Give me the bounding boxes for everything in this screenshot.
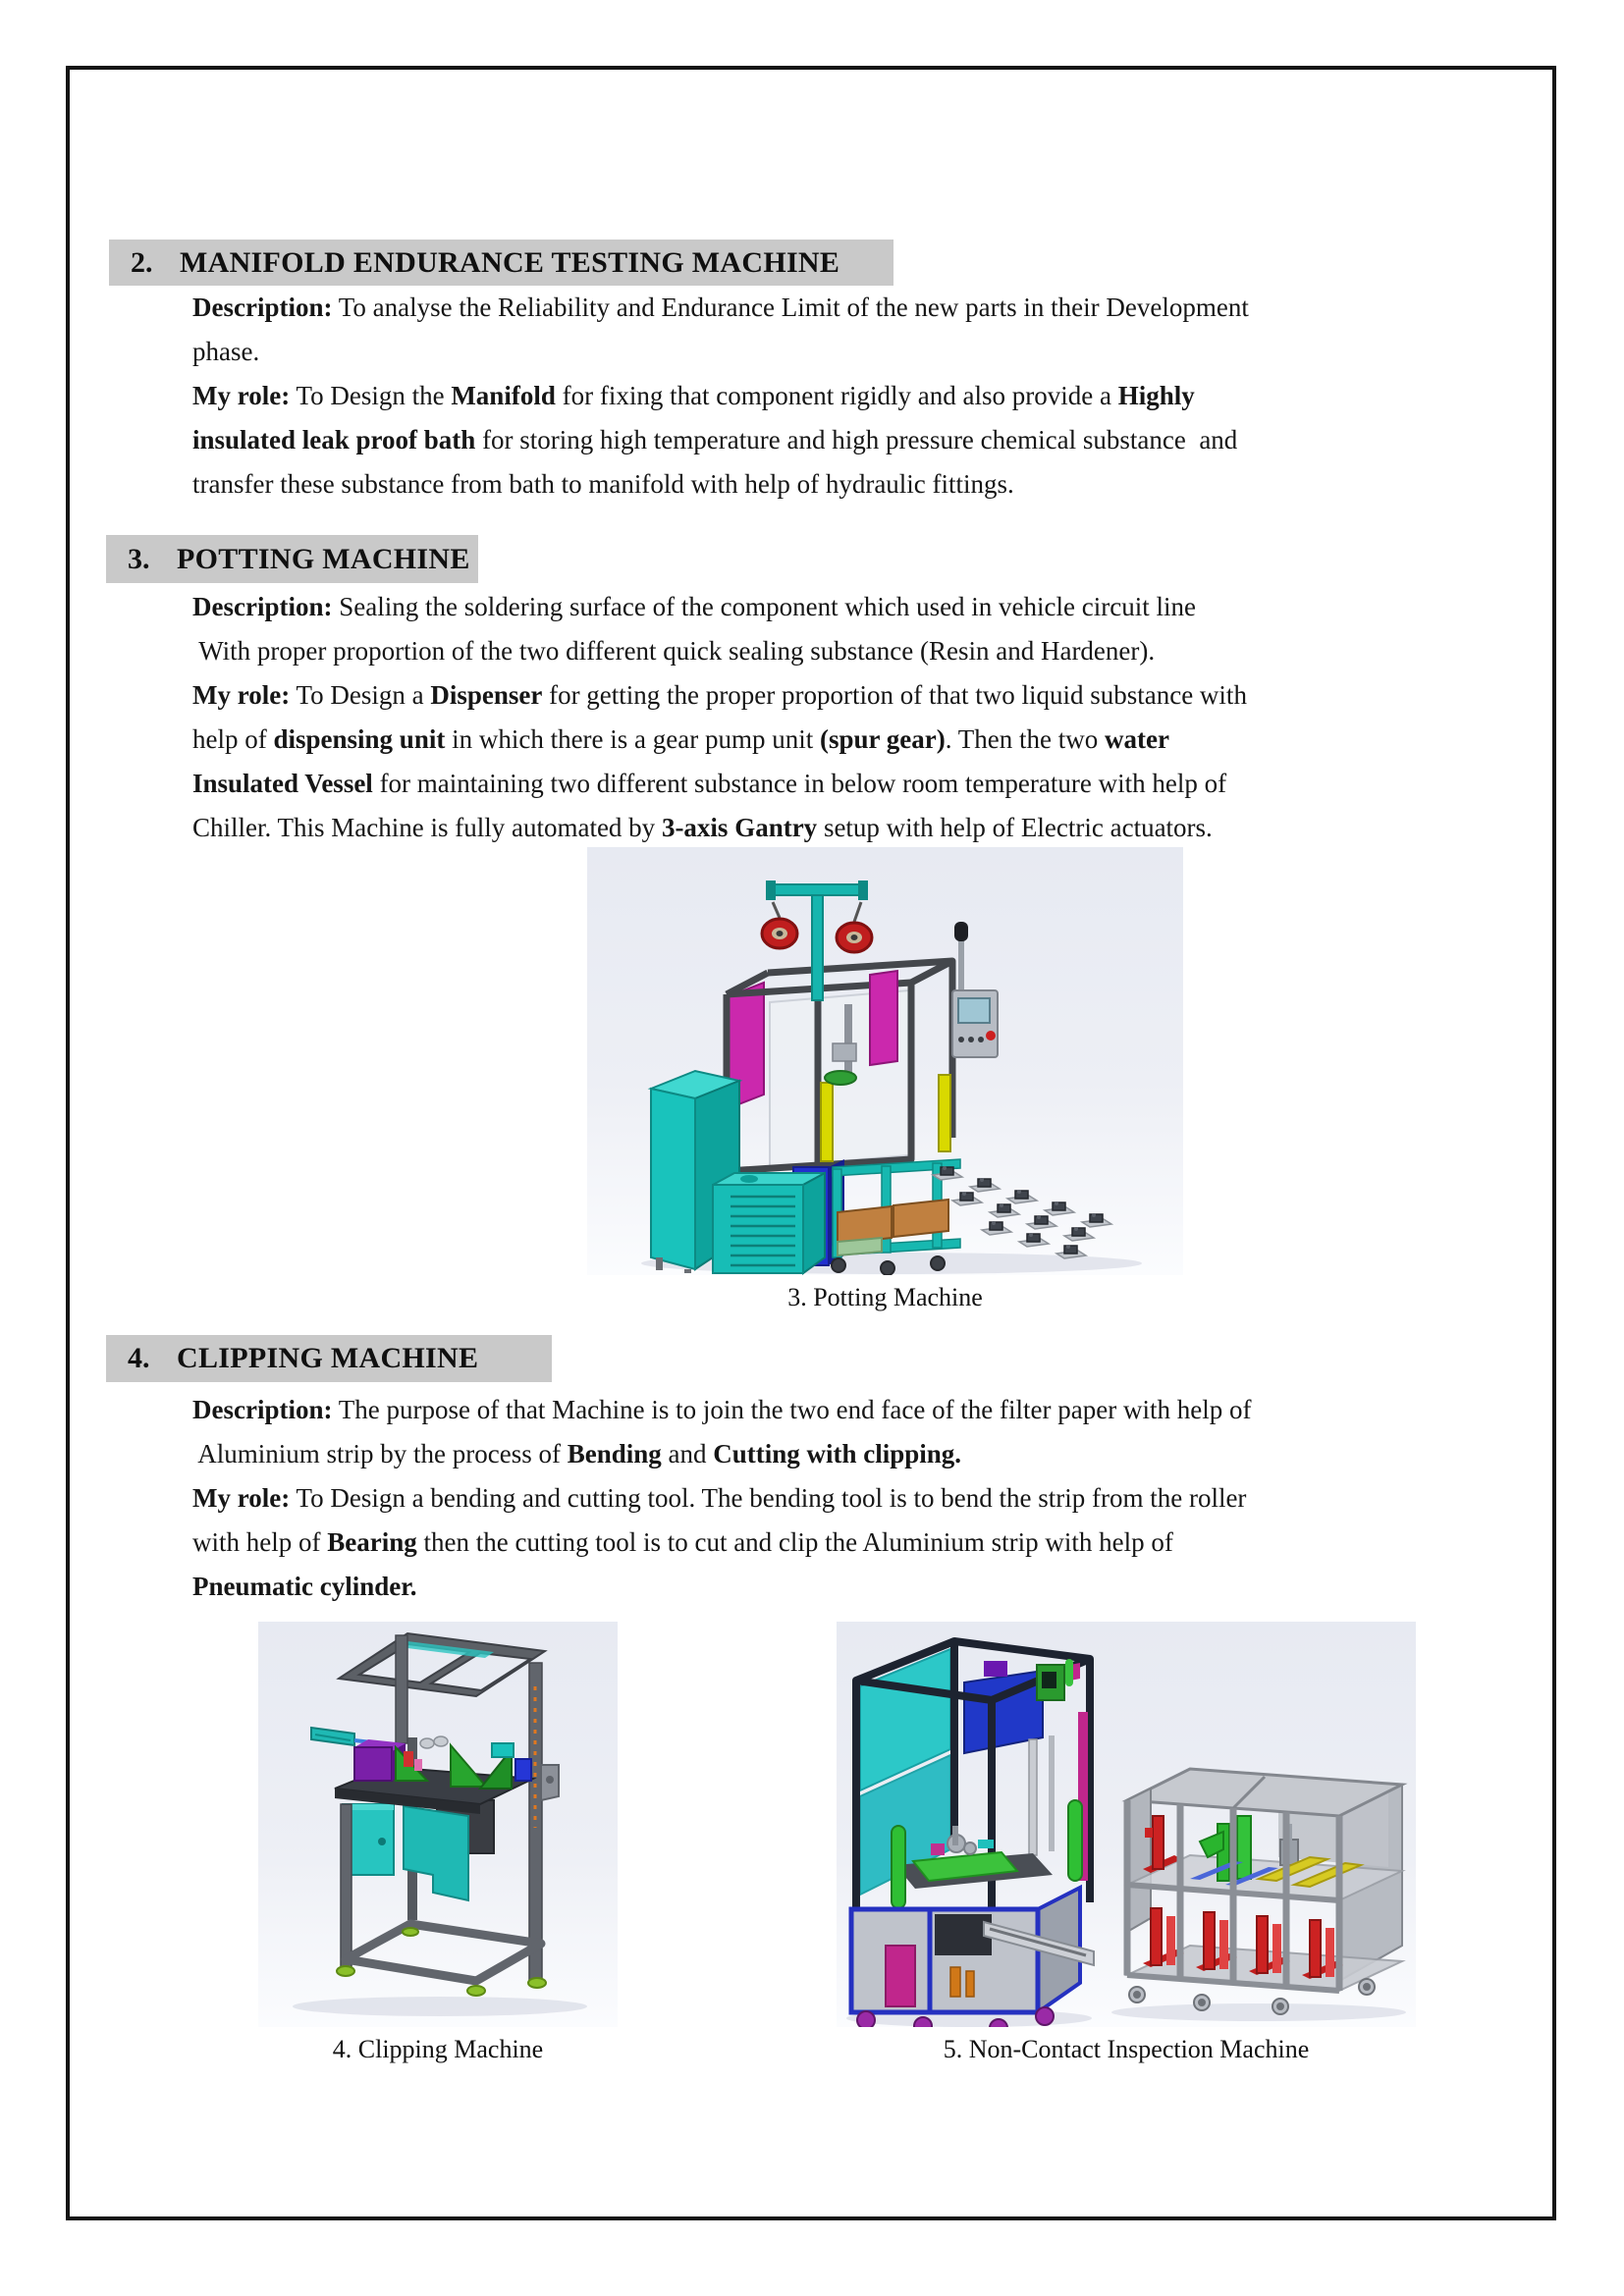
section-heading-potting-machine [106, 535, 478, 583]
dispensing-rod [844, 1004, 852, 1073]
section-heading-clipping-machine [106, 1335, 552, 1382]
section-title: CLIPPING MACHINE [177, 1342, 479, 1374]
section-heading-manifold-endurance [109, 240, 893, 286]
pallet-rack [1127, 1769, 1402, 2014]
tray [893, 1200, 948, 1237]
yellow-strip [939, 1075, 950, 1151]
inspection-enclosure [856, 1641, 1090, 1916]
yellow-strip [821, 1083, 833, 1161]
section-paragraph-manifold: Description: To analyse the Reliability and Endurance Limit of the new parts in their Development phase. My role: To Design the Manifold for fixing that component rigidly and also provide a Highly insulated leak proof bath for storing high temperature and high pressure chemical substance and transfer these substance from bath to manifold with help of hydraulic fittings. [192, 293, 1249, 499]
section-number: 4. [128, 1342, 150, 1374]
section-number: 3. [128, 542, 150, 575]
chiller [713, 1173, 825, 1273]
clipping-machine-drawing [258, 1622, 618, 2027]
hmi-panel [952, 922, 998, 1057]
figure-clipping-machine [258, 1622, 618, 2027]
magenta-panel-right [870, 971, 897, 1065]
inspection-machine-drawing [837, 1622, 1416, 2027]
section-paragraph-potting: Description: Sealing the soldering surface of the component which used in vehicle circuit line With proper proportion of the two different quick sealing substance (Resin and Hardener). My role: To Design a Dispenser for getting the proper proportion of that two liquid substance with help of dispensing unit in which there is a gear pump unit (spur gear). Then the two water Insulated Vessel for maintaining two different substance in below room temperature with help of Chiller. This Machine is fully automated by 3-axis Gantry setup with help of Electric actuators. [192, 592, 1247, 842]
inspection-base [851, 1888, 1094, 2027]
figure-potting-machine [587, 847, 1183, 1275]
potting-machine-drawing [587, 847, 1183, 1275]
section-title: POTTING MACHINE [177, 542, 470, 575]
canopy-frame [339, 1633, 545, 1696]
figure-caption-inspection: 5. Non-Contact Inspection Machine [943, 2035, 1310, 2063]
section-number: 2. [131, 245, 153, 279]
tray [838, 1206, 892, 1244]
figure-inspection-machine [837, 1622, 1416, 2027]
figure-caption-clipping: 4. Clipping Machine [332, 2035, 544, 2063]
mast-and-spools [762, 881, 872, 1000]
section-title: MANIFOLD ENDURANCE TESTING MACHINE [180, 245, 840, 279]
figure-caption-potting: 3. Potting Machine [787, 1283, 983, 1311]
section-paragraph-clipping: Description: The purpose of that Machine is to join the two end face of the filter paper with help of Aluminium strip by the process of Bending and Cutting with clipping. My role: To Design a bending and cutting tool. The bending tool is to bend the strip from the roller with help of Bearing then the cutting tool is to cut and clip the Aluminium strip with help of Pneumatic cylinder. [192, 1395, 1252, 1601]
